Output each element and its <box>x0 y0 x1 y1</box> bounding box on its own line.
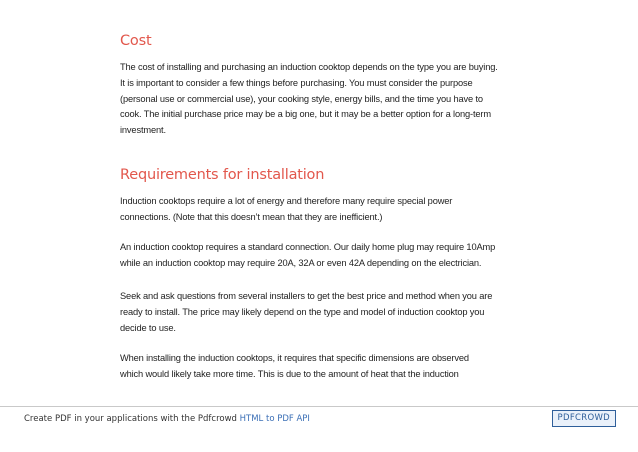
footer-prefix-text: Create PDF in your applications with the Pdfcrowd <box>24 414 240 424</box>
requirements-paragraph-3: Seek and ask questions from several installers to get the best price and method when you are ready to install. The price may likely depend on the type and model of induction cooktop you decide to use. <box>120 291 493 333</box>
section-heading-requirements: Requirements for installation <box>120 167 325 183</box>
requirements-paragraph-2: An induction cooktop requires a standard connection. Our daily home plug may require 10Amp while an induction cooktop may require 20A, 32A or even 42A depending on the electrician. <box>120 242 496 268</box>
section-heading-cost: Cost <box>120 33 152 49</box>
pdf-footer-bar <box>0 406 638 431</box>
cost-paragraph: The cost of installing and purchasing an induction cooktop depends on the type you are buying. It is important to consider a few things before purchasing. You must consider the purpose (personal use or commercial use), your cooking style, energy bills, and the time you have to cook. The initial purchase price may be a big one, but it may be a better option for a long-term investment. <box>120 62 498 136</box>
pdfcrowd-brand-button[interactable]: PDFCROWD <box>552 410 616 427</box>
requirements-paragraph-4: When installing the induction cooktops, it requires that specific dimensions are observed which would likely take more time. This is due to the amount of heat that the induction <box>120 353 469 379</box>
requirements-paragraph-1: Induction cooktops require a lot of energy and therefore many require special power connections. (Note that this doesn’t mean that they are inefficient.) <box>120 196 453 222</box>
footer-text <box>24 414 310 424</box>
html-to-pdf-api-link[interactable]: HTML to PDF API <box>239 414 310 424</box>
